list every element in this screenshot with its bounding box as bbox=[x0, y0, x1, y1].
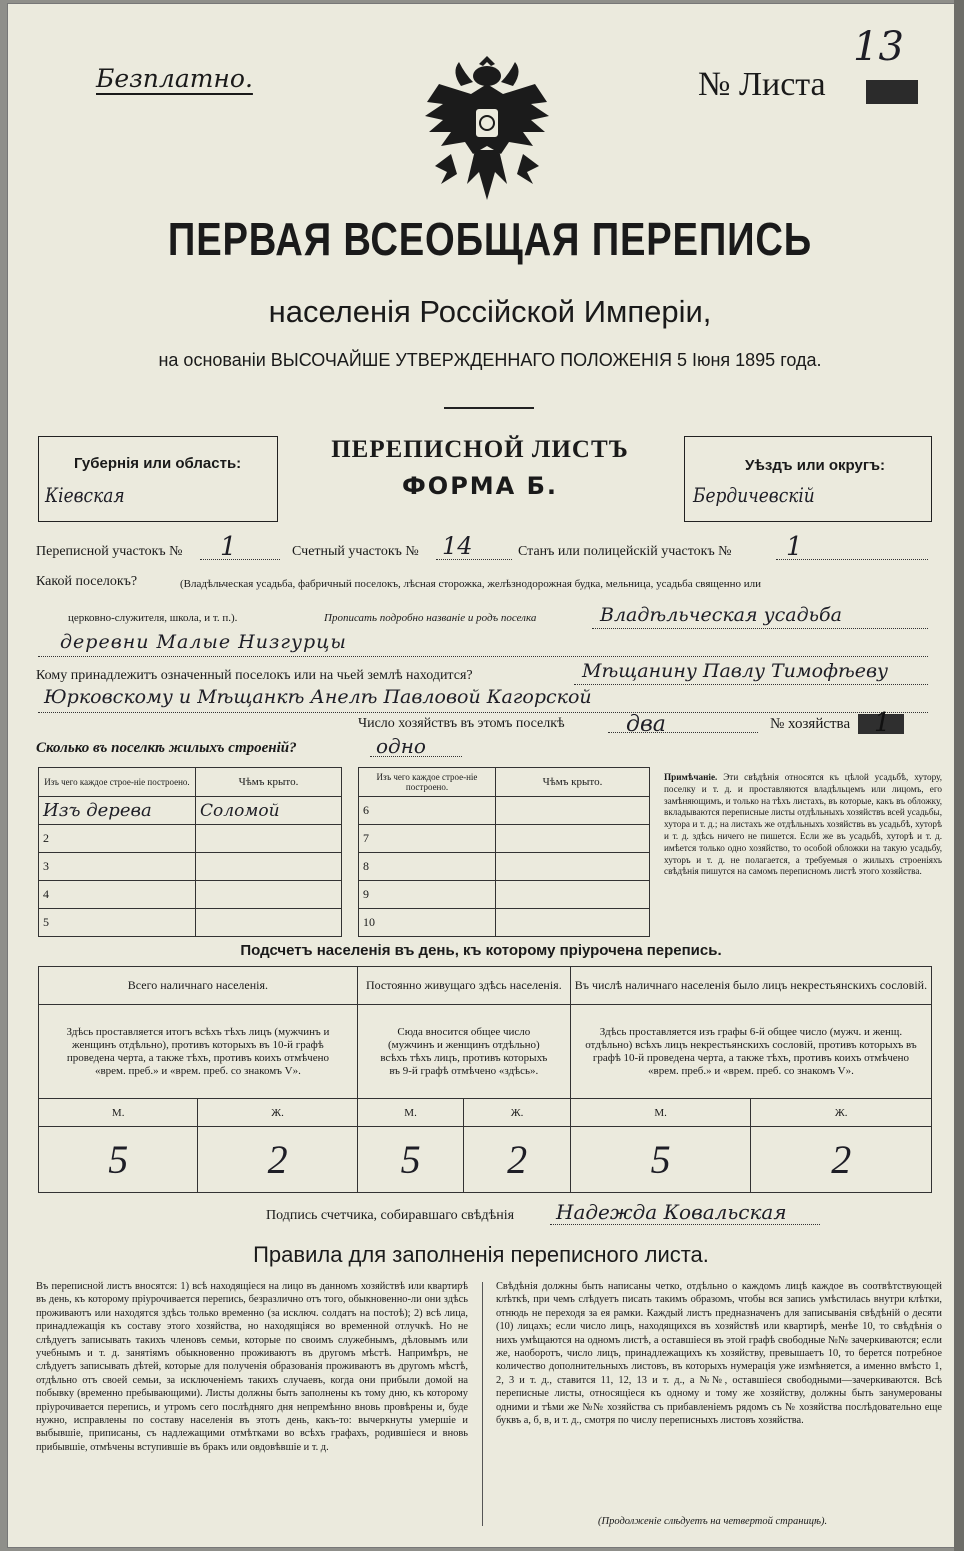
settlement-hint-2: церковно-служителя, школа, и т. п.). bbox=[68, 612, 238, 624]
note-head: Примѣчаніе. bbox=[664, 772, 718, 782]
sheet-title: ПЕРЕПИСНОЙ ЛИСТЪ bbox=[331, 436, 629, 463]
row-number: 8 bbox=[359, 853, 496, 881]
header-total: Всего наличнаго населенія. bbox=[39, 967, 358, 1005]
population-table bbox=[38, 966, 932, 1193]
main-title: ПЕРВАЯ ВСЕОБЩАЯ ПЕРЕПИСЬ bbox=[167, 213, 813, 265]
row-number: 3 bbox=[39, 853, 196, 881]
header-permanent: Постоянно живущаго здѣсь населенія. bbox=[357, 967, 570, 1005]
note-text: Эти свѣдѣнія относятся къ цѣлой усадьбѣ, хутору, поселку и т. д. и проставляются владѣльцемъ или лицомъ, его замѣняющимъ, и только на тѣхъ листахъ, въ которые, какъ въ обложку, вкладываются переписные листы отдѣльныхъ хозяйствъ всей усадьбы, хутора и т. д.; на листахъ же отдѣльныхъ хозяйствъ въ усадьбѣ, хуторѣ и т. д. здѣсь ничего не пишется. Если же въ усадьбѣ, хуторѣ и т. д. имѣется только одно хозяйство, то особой обложки на такую усадьбу, хуторъ и т. д. не полагается, а требуемыя о жилыхъ строеніяхъ свѣдѣнія пишутся на самомъ переписномъ листѣ этого хозяйства. bbox=[664, 772, 943, 877]
buildings-value: одно bbox=[376, 734, 426, 758]
material-cell bbox=[39, 797, 196, 825]
household-no-value: 1 bbox=[874, 708, 891, 738]
signature-label: Подпись счетчика, собиравшаго свѣдѣнія bbox=[266, 1208, 515, 1223]
divider bbox=[444, 407, 534, 409]
settlement-line-1 bbox=[592, 628, 928, 629]
scan-edge bbox=[954, 0, 964, 1551]
roof-cell bbox=[496, 909, 650, 937]
owner-line-1 bbox=[574, 684, 928, 685]
row-number: 4 bbox=[39, 881, 196, 909]
census-district-label: Переписной участокъ № bbox=[36, 544, 183, 559]
form-title: ФОРМА Б. bbox=[401, 472, 558, 500]
male-header: М. bbox=[570, 1099, 751, 1127]
redaction-box bbox=[866, 80, 918, 104]
male-header: М. bbox=[357, 1099, 464, 1127]
total-female-value: 2 bbox=[198, 1127, 357, 1193]
household-no-label: № хозяйства bbox=[770, 716, 851, 732]
uezd-box bbox=[684, 436, 932, 522]
desc-nonpeasant: Здѣсь проставляется изъ графы 6-й общее число (мужч. и женщ. отдѣльно) всѣхъ лицъ некрестьянскихъ сословій, противъ которыхъ въ графѣ 10-й проведена черта, а также тѣхъ, противъ коихъ отмѣчено «врем. преб.» и «врем. преб. со знакомъ V». bbox=[570, 1005, 931, 1099]
buildings-table-left bbox=[38, 767, 342, 937]
settlement-answer-2: деревни Малые Низгурцы bbox=[60, 631, 347, 653]
owner-answer-1: Мѣщанину Павлу Тимофѣеву bbox=[582, 660, 889, 682]
imperial-eagle-emblem bbox=[421, 54, 553, 206]
col-roof-header: Чѣмъ крыто. bbox=[496, 768, 650, 797]
owner-line-2 bbox=[38, 712, 928, 713]
material-value: Изъ дерева bbox=[43, 800, 152, 821]
table-row bbox=[359, 881, 650, 909]
owner-question: Кому принадлежитъ означенный поселокъ или на чьей землѣ находится? bbox=[36, 668, 473, 683]
census-form-page bbox=[8, 4, 954, 1547]
col-roof-header: Чѣмъ крыто. bbox=[196, 768, 342, 797]
count-district-value: 14 bbox=[442, 532, 473, 560]
permanent-female-value: 2 bbox=[464, 1127, 571, 1193]
table-row bbox=[39, 825, 342, 853]
population-title: Подсчетъ населенія въ день, къ которому пріурочена перепись. bbox=[240, 942, 722, 959]
table-row bbox=[359, 853, 650, 881]
sheet-number-label: № Листа bbox=[698, 66, 826, 103]
settlement-line-2 bbox=[38, 656, 928, 657]
buildings-label: Сколько въ поселкѣ жилыхъ строеній? bbox=[36, 740, 297, 756]
table-row bbox=[39, 797, 342, 825]
female-header: Ж. bbox=[198, 1099, 357, 1127]
roof-cell bbox=[196, 853, 342, 881]
continuation-note: (Продолженіе слѣдуетъ на четвертой страницѣ). bbox=[598, 1516, 828, 1527]
roof-value: Соломой bbox=[200, 800, 280, 821]
table-row bbox=[39, 909, 342, 937]
owner-answer-2: Юрковскому и Мѣщанкѣ Анелѣ Павловой Кагорской bbox=[44, 686, 592, 708]
settlement-hint-3: Прописать подробно названіе и родъ поселка bbox=[324, 612, 537, 624]
guberniya-box bbox=[38, 436, 278, 522]
sheet-title-box bbox=[278, 436, 682, 520]
signature-value: Надежда Ковальская bbox=[556, 1200, 787, 1224]
row-number: 6 bbox=[359, 797, 496, 825]
roof-cell bbox=[496, 853, 650, 881]
table-row bbox=[359, 797, 650, 825]
total-male-value: 5 bbox=[39, 1127, 198, 1193]
column-divider bbox=[482, 1282, 483, 1526]
table-row bbox=[359, 825, 650, 853]
uezd-label: Уѣздъ или округъ: bbox=[745, 457, 886, 474]
row-number: 5 bbox=[39, 909, 196, 937]
free-label: Безплатно. bbox=[96, 64, 253, 93]
basis-line: на основаніи ВЫСОЧАЙШЕ УТВЕРЖДЕННАГО ПОЛОЖЕНІЯ 5 Іюня 1895 года. bbox=[158, 350, 822, 370]
subtitle: населенія Россійской Имперіи, bbox=[268, 294, 712, 329]
nonpeasant-female-value: 2 bbox=[751, 1127, 932, 1193]
count-district-label: Счетный участокъ № bbox=[292, 544, 419, 559]
rules-title: Правила для заполненія переписного листа. bbox=[253, 1242, 709, 1267]
buildings-table-right bbox=[358, 767, 650, 937]
row-number: 9 bbox=[359, 881, 496, 909]
guberniya-label: Губернія или область: bbox=[74, 455, 242, 472]
census-district-value: 1 bbox=[220, 532, 237, 562]
header-nonpeasant: Въ числѣ наличнаго населенія было лицъ некрестьянскихъ сословій. bbox=[570, 967, 931, 1005]
settlement-hint: (Владѣльческая усадьба, фабричный поселокъ, лѣсная сторожка, желѣзнодорожная будка, мельница, усадьба священно или bbox=[180, 578, 762, 590]
rules-right-column: Свѣдѣнія должны быть написаны четко, отдѣльно о каждомъ лицѣ каждое въ соотвѣтствующей клѣткѣ, при чемъ слѣдуетъ писать такимъ образомъ, чтобы вся запись умѣстилась внутри клѣтки, отнюдь не переходя за ея рамки. Каждый листъ предназначенъ для записыванія свѣдѣній о десяти (10) лицахъ; если число лицъ, находящихся въ хозяйствѣ или квартирѣ, менѣе 10, то свѣдѣнія о нихъ умѣщаются на одномъ листѣ, а оставшіеся въ этой графѣ свободные №№ зачеркиваются; если же, наоборотъ, число лицъ, принадлежащихъ къ хозяйству, превышаетъ 10, то берется потребное количество дополнительныхъ листовъ, въ которыхъ нумерація уже измѣняется, а именно вмѣсто 1, 2, 3 и т. д., ставится 11, 12, 13 и т. д., а №№, оставшіеся свободными—зачеркиваются. Всѣ переписные листы, относящіеся къ одному и тому же хозяйству, должны быть занумерованы одними и тѣми же №№ хозяйства съ прибавленіемъ рядомъ съ № хозяйства послѣдовательно еще буквъ а, б, в, и т. д., смотря по числу переписныхъ листовъ хозяйства. bbox=[496, 1281, 942, 1427]
female-header: Ж. bbox=[464, 1099, 571, 1127]
census-district-line bbox=[200, 559, 280, 560]
signature-line bbox=[550, 1224, 820, 1225]
note bbox=[664, 772, 942, 878]
desc-total: Здѣсь проставляется итогъ всѣхъ тѣхъ лицъ (мужчинъ и женщинъ отдѣльно), противъ которыхъ въ 10-й графѣ проведена черта, а также тѣхъ, противъ коихъ отмѣчено «врем. преб.» и «врем. преб. со знакомъ V». bbox=[39, 1005, 358, 1099]
stan-label: Станъ или полицейскій участокъ № bbox=[518, 544, 732, 559]
female-header: Ж. bbox=[751, 1099, 932, 1127]
table-row bbox=[39, 853, 342, 881]
households-label: Число хозяйствъ въ этомъ поселкѣ bbox=[358, 716, 565, 731]
sheet-number-handwritten: 13 bbox=[853, 24, 904, 70]
row-number: 7 bbox=[359, 825, 496, 853]
households-value: два bbox=[626, 712, 666, 737]
desc-permanent: Сюда вносится общее число (мужчинъ и женщинъ отдѣльно) всѣхъ тѣхъ лицъ, противъ которыхъ въ 9-й графѣ отмѣчено «здѣсь». bbox=[357, 1005, 570, 1099]
roof-cell bbox=[196, 797, 342, 825]
uezd-value: Бердичевскій bbox=[693, 483, 815, 507]
roof-cell bbox=[496, 825, 650, 853]
permanent-male-value: 5 bbox=[357, 1127, 464, 1193]
table-row bbox=[39, 881, 342, 909]
col-material-header: Изъ чего каждое строе-ніе построено. bbox=[39, 768, 196, 797]
row-number: 2 bbox=[39, 825, 196, 853]
row-number: 10 bbox=[359, 909, 496, 937]
table-row bbox=[359, 909, 650, 937]
guberniya-value: Кіевская bbox=[45, 483, 125, 507]
settlement-question: Какой поселокъ? bbox=[36, 574, 138, 589]
roof-cell bbox=[196, 825, 342, 853]
roof-cell bbox=[496, 797, 650, 825]
col-material-header: Изъ чего каждое строе-ніе построено. bbox=[359, 768, 496, 797]
roof-cell bbox=[196, 909, 342, 937]
settlement-answer-1: Владѣльческая усадьба bbox=[600, 604, 842, 626]
roof-cell bbox=[496, 881, 650, 909]
nonpeasant-male-value: 5 bbox=[570, 1127, 751, 1193]
stan-value: 1 bbox=[786, 532, 803, 562]
male-header: М. bbox=[39, 1099, 198, 1127]
rules-left-column: Въ переписной листъ вносятся: 1) всѣ находящіеся на лицо въ данномъ хозяйствѣ или квартирѣ въ день, къ которому пріурочивается перепись, безразлично отъ того, обыкновенно-ли они здѣсь проживаютъ или находятся здѣсь только временно (за исключ. солдатъ на постоѣ); 2) всѣ лица, принадлежащія къ составу этого хозяйства, но находящіяся во временной отлучкѣ. Но не слѣдуетъ записывать такихъ членовъ семьи, которые по своимъ служебнымъ, дѣловымъ или учебнымъ и т. д. занятіямъ обыкновенно проживаютъ въ другомъ мѣстѣ. Напримѣръ, не слѣдуетъ записывать дѣтей, которые для полученія образованія проживаютъ въ другомъ мѣстѣ, отдѣльно отъ своей семьи, за исключеніемъ такихъ случаевъ, когда они прибыли домой на побывку (временно пребывающими). Листы должны быть заполнены къ тому дню, къ которому пріурочивается перепись, и утромъ сего послѣдняго дня непремѣнно вновь провѣрены и, буде нужно, исправлены по составу населенія въ этотъ день, какъ-то: вычеркнуты умершіе и выбывшіе, приписаны, съ надлежащими отмѣтками во всѣхъ графахъ, родившіеся и вновь прибывшіе, отмѣчены вступившіе въ бракъ или овдовѣвшіе и т. д. bbox=[36, 1281, 468, 1453]
roof-cell bbox=[196, 881, 342, 909]
